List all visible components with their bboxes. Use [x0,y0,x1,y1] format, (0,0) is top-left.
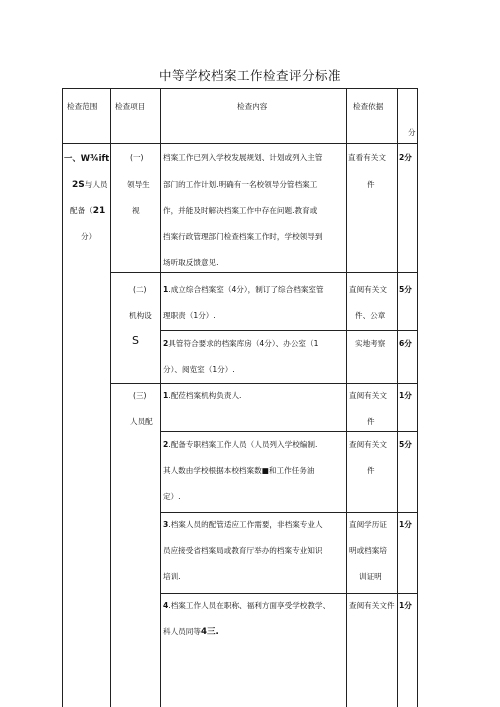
table-rule [417,88,418,707]
table-rule [160,593,418,594]
section1-basis-line2: 件 [367,180,375,189]
category-line4: 分） [81,232,97,241]
header-basis: 检查依据 [353,102,384,111]
category-line2: 2S与人员 [72,180,108,190]
table-rule [110,88,111,707]
table-rule [346,88,347,707]
section3-row1-basis-line2: 件 [367,417,375,426]
table-rule [160,512,418,513]
table-rule [62,88,63,707]
section3-row2-score: 5分 [399,440,412,449]
header-score: 分 [408,128,416,137]
section3-row3-line3: 培训. [163,572,181,581]
section1-content-line: 作，并能及时解决档案工作中存在问题.教育或 [163,206,318,215]
section3-row3-line1: 3.档案人员的配管适应工作需要，非档案专业人 [163,520,323,529]
section1-number: (一) [130,153,144,162]
section2-number: (二) [133,285,147,294]
section3-row4-score: 1分 [399,601,412,610]
section2-row1-line2: 理职责（1分）. [163,311,216,320]
section1-content-line: 场听取反馈意见. [163,258,219,267]
section1-content-line: 部门的工作计划.明确有一名校领导分管档案工 [163,180,318,189]
section3-row1-score: 1分 [399,391,412,400]
section2-row1-line1: 1.成立综合档案室（4分），制订了综合档案室管 [163,285,324,294]
section3-row3-line2: 员应接受省档案局或教育厅举办的档案专业知识 [163,546,323,555]
section2-row1-basis-line2: 件、公章 [355,311,386,320]
section3-row1-line1: 1.配莅档案机构负责人. [163,391,242,400]
section3-row4-line1: 4.档案工作人员在职称、福利方面享受学校教学、 [163,601,331,610]
section3-row4-basis: 查阅有关文件 [349,601,395,610]
section3-row2-basis-line2: 件 [367,466,375,475]
section3-row1-basis-line1: 直阅有关文 [349,391,387,400]
section3-row2-line2: 其人数由学校根据本校档案数■和工作任务油 [163,466,315,475]
section2-row2-line1: 2具管符合要求的档案库房（4分）、办公室（1 [163,339,319,348]
table-rule [62,143,418,144]
section3-row3-basis-line1: 直阅学历证 [349,520,387,529]
table-rule [62,88,418,89]
table-rule [160,88,161,707]
section2-row1-score: 5分 [399,285,412,294]
category-line1: 一、W¾ift [64,153,110,163]
section3-row2-basis-line1: 查阅有关文 [349,440,387,449]
table-rule [397,88,398,707]
section3-number: (三) [133,391,147,400]
header-item: 检查项目 [115,102,146,111]
section3-row2-line3: 定）. [163,492,181,501]
page-title: 中等学校档案工作检查评分标准 [158,68,341,83]
section1-content-line: 挡案行政管理部门检查档案工作时，学校领导到 [163,232,323,241]
table-rule [160,330,418,331]
table-rule [110,272,418,273]
table-rule [110,383,418,384]
section1-score: 2分 [399,153,412,162]
section2-row1-basis-line1: 直阅有关文 [349,285,387,294]
section2-row2-line2: 分）、阅览室（1分）. [163,365,235,374]
section2-name-line1: 机构设 [129,311,152,320]
table-rule [160,431,418,432]
section2-row2-basis: 实地考察 [355,339,386,348]
section3-row3-basis-line3: 训证明 [359,572,382,581]
category-line3: 配备（21 [70,206,106,216]
header-range: 检查范围 [67,102,98,111]
section3-row4-line2: 科人员同等4三. [163,627,219,637]
section3-row3-score: 1分 [399,520,412,529]
section1-name-line2: 视 [132,206,140,215]
section1-name-line1: 领导生 [127,180,150,189]
section2-row2-score: 6分 [399,339,412,348]
section3-row2-line1: 2.配备专职档案工作人员（人员列入学校编制. [163,440,318,449]
section2-name-line2: S [132,334,139,347]
section1-content-line: 档案工作已列入学校发展规划、计划或列入主管 [163,153,323,162]
section1-basis-line1: 直看有关文 [348,153,386,162]
header-content: 检查内容 [237,102,268,111]
section3-name: 人员配 [130,417,153,426]
section3-row3-basis-line2: 明或档案培 [349,546,387,555]
